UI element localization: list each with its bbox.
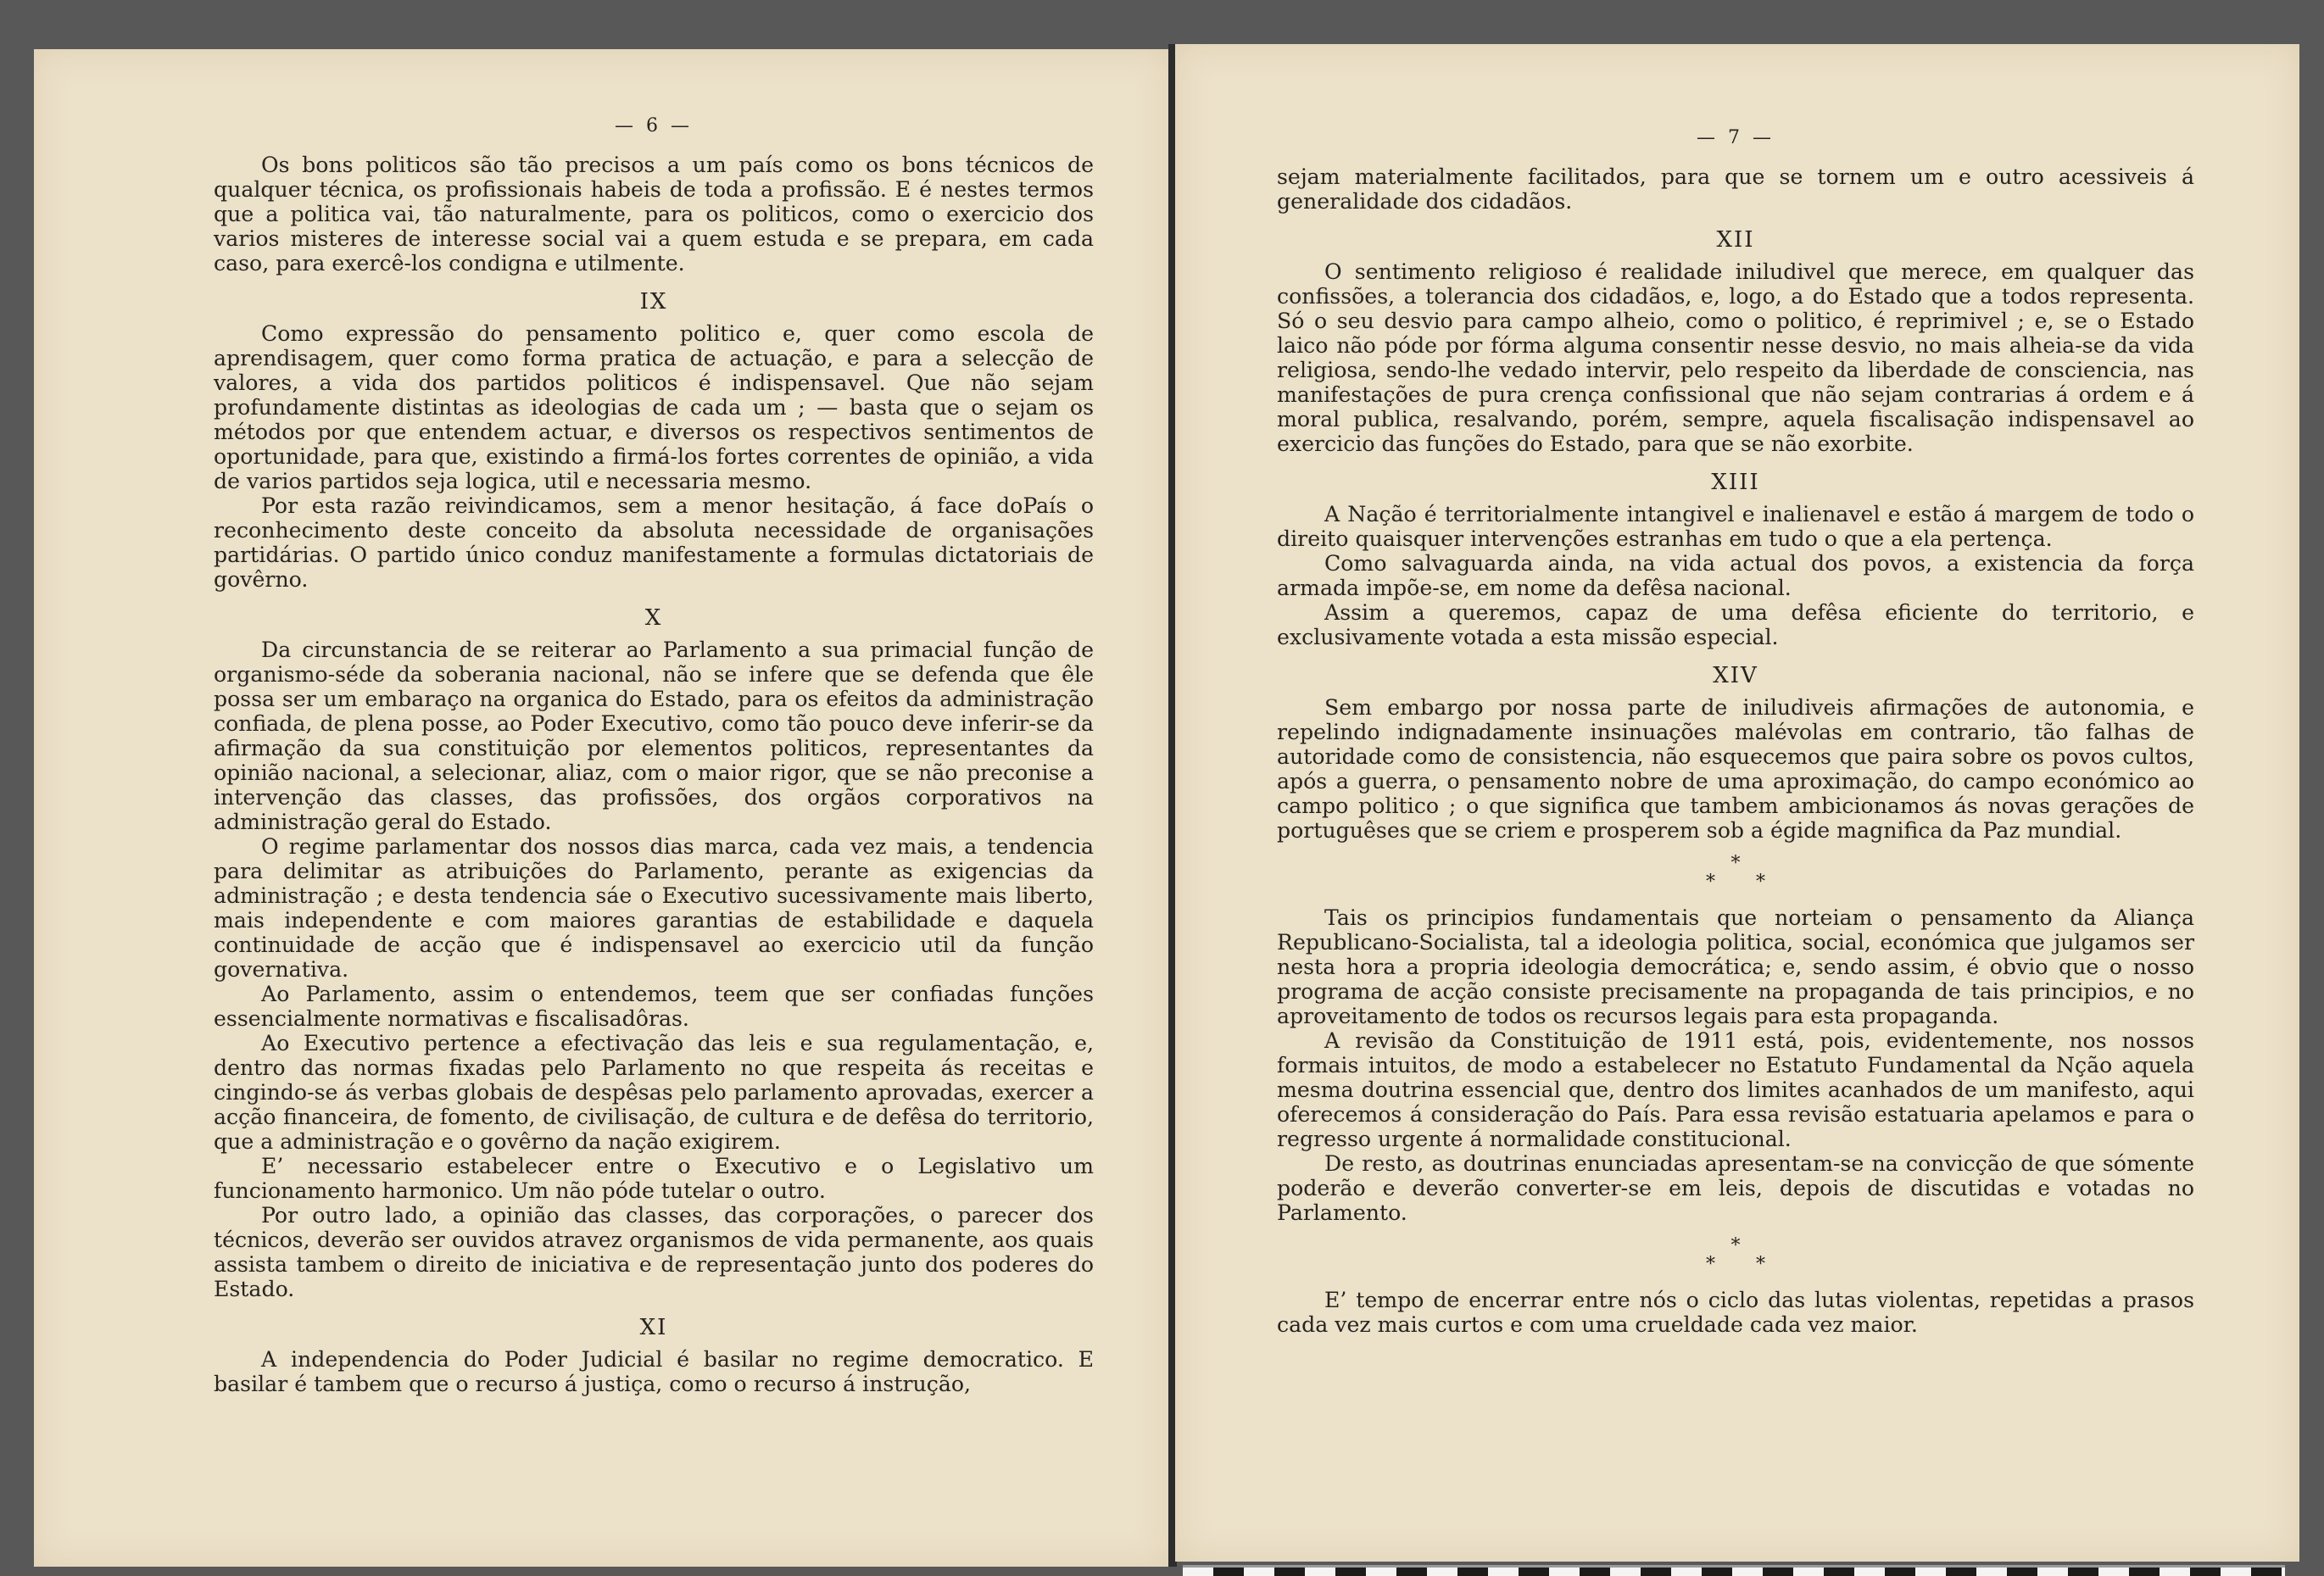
asterism (1277, 1237, 2194, 1274)
paragraph: Sem embargo por nossa parte de iniludiveis afirmações de autonomia, e repelindo indignadamente insinuações malévolas em contrario, tão falhas de autoridade como de consistencia, não esquecemos que paira sobre os povos cultos, após a guerra, o pensamento nobre de uma aproximação, do campo económico ao campo politico ; o que significa que tambem ambicionamos ás novas gerações de portuguêses que se criem e prosperem sob a égide magnifica da Paz mundial. (1277, 695, 2194, 843)
paragraph: Ao Parlamento, assim o entendemos, teem que ser confiadas funções essencialmente normativas e fiscalisadôras. (214, 982, 1094, 1031)
paragraph: O regime parlamentar dos nossos dias marca, cada vez mais, a tendencia para delimitar as atribuições do Parlamento, perante as exigencias da administração ; e desta tendencia sáe o Executivo sucessivamente mais liberto, mais independente e com maiores garantias de estabilidade e daquela continuidade de acção que é indispensavel ao exercicio util da função governativa. (214, 834, 1094, 982)
section-heading-xii: XII (1716, 227, 1755, 253)
paragraph: Da circunstancia de se reiterar ao Parlamento a sua primacial função de organismo-séde da soberania nacional, não se infere que se defenda que êle possa ser um embaraço na organica do Estado, para os efeitos da administração confiada, de plena posse, ao Poder Executivo, como tão pouco deve inferir-se da afirmação da sua constituição por elementos politicos, representantes da opinião nacional, a selecionar, aliaz, com o maior rigor, que se não preconise a intervenção das classes, das profissões, dos orgãos corporativos na administração geral do Estado. (214, 638, 1094, 834)
scan-ruler (1183, 1568, 2285, 1576)
right-page (1175, 44, 2299, 1562)
page-number: — 6 — (615, 115, 693, 136)
section-heading-x: X (644, 605, 663, 631)
section-heading-xiv: XIV (1713, 663, 1758, 688)
asterism (1277, 855, 2194, 892)
left-page (34, 49, 1170, 1567)
paragraph: O sentimento religioso é realidade iniludivel que merece, em qualquer das confissões, a tolerancia dos cidadãos, e, logo, a do Estado que a todos representa. Só o seu desvio para campo alheio, como o politico, é reprimivel ; e, se o Estado laico não póde por fórma alguma consentir nesse desvio, no mais alheia-se da vida religiosa, sendo-lhe vedado intervir, pelo respeito da liberdade de consciencia, nas manifestações de pura crença confissional que não sejam contrarias á ordem e á moral publica, resalvando, porém, sempre, aquela fiscalisação indispensavel ao exercicio das funções do Estado, para que se não exorbite. (1277, 259, 2194, 456)
asterism-bottom: ** (1706, 872, 1806, 893)
asterism-top: * (1730, 1235, 1741, 1256)
paragraph: Tais os principios fundamentais que norteiam o pensamento da Aliança Republicano-Socialista, tal a ideologia politica, social, económica que julgamos ser nesta hora a propria ideologia democrática; e, sendo assim, é obvio que o nosso programa de acção consiste precisamente na propaganda de tais principios, e no aproveitamento de todos os recursos legais para esta propaganda. (1277, 905, 2194, 1028)
left-page-text (214, 153, 1094, 1396)
paragraph: Como salvaguarda ainda, na vida actual dos povos, a existencia da força armada impõe-se, em nome da defêsa nacional. (1277, 551, 2194, 600)
left-page-content (214, 49, 1094, 1567)
asterism-bottom: ** (1706, 1254, 1806, 1275)
paragraph: Por outro lado, a opinião das classes, das corporações, o parecer dos técnicos, deverão ser ouvidos atravez organismos de vida permanente, aos quais assista tambem o direito de iniciativa e de representação junto dos poderes do Estado. (214, 1203, 1094, 1301)
right-page-text (1277, 164, 2194, 1337)
paragraph: Por esta razão reivindicamos, sem a menor hesitação, á face doPaís o reconhecimento deste conceito da absoluta necessidade de organisações partidárias. O partido único conduz manifestamente a formulas dictatoriais de govêrno. (214, 493, 1094, 592)
paragraph: A revisão da Constituição de 1911 está, pois, evidentemente, nos nossos formais intuitos, de modo a estabelecer no Estatuto Fundamental da Nção aquela mesma doutrina essencial que, dentro dos limites acanhados de um manifesto, aqui oferecemos á consideração do País. Para essa revisão estatuaria apelamos e para o regresso urgente á normalidade constitucional. (1277, 1028, 2194, 1151)
paragraph: Como expressão do pensamento politico e, quer como escola de aprendisagem, quer como forma pratica de actuação, e para a selecção de valores, a vida dos partidos politicos é indispensavel. Que não sejam profundamente distintas as ideologias de cada um ; — basta que o sejam os métodos por que entendem actuar, e diversos os respectivos sentimentos de oportunidade, para que, existindo a firmá-los fortes correntes de opinião, a vida de varios partidos seja logica, util e necessaria mesmo. (214, 321, 1094, 493)
paragraph: Assim a queremos, capaz de uma defêsa eficiente do territorio, e exclusivamente votada a esta missão especial. (1277, 600, 2194, 649)
paragraph: sejam materialmente facilitados, para que se tornem um e outro acessiveis á generalidade dos cidadãos. (1277, 164, 2194, 214)
section-heading-ix: IX (639, 289, 668, 315)
right-page-content (1277, 44, 2194, 1562)
paragraph: Ao Executivo pertence a efectivação das leis e sua regulamentação, e, dentro das normas fixadas pelo Parlamento no que respeita ás receitas e cingindo-se ás verbas globais de despêsas pelo parlamento aprovadas, exercer a acção financeira, de fomento, de civilisação, de cultura e de defêsa do territorio, que a administração e o govêrno da nação exigirem. (214, 1031, 1094, 1154)
section-heading-xiii: XIII (1711, 470, 1760, 495)
paragraph: De resto, as doutrinas enunciadas apresentam-se na convicção de que sómente poderão e deverão converter-se em leis, depois de discutidas e votadas no Parlamento. (1277, 1151, 2194, 1225)
paragraph: E’ necessario estabelecer entre o Executivo e o Legislativo um funcionamento harmonico. Um não póde tutelar o outro. (214, 1154, 1094, 1203)
asterism-top: * (1730, 853, 1741, 874)
paragraph: Os bons politicos são tão precisos a um país como os bons técnicos de qualquer técnica, os profissionais habeis de toda a profissão. E é nestes termos que a politica vai, tão naturalmente, para os politicos, como o exercicio dos varios misteres de interesse social vai a quem estuda e se prepara, em cada caso, para exercê-los condigna e utilmente. (214, 153, 1094, 276)
section-heading-xi: XI (639, 1315, 668, 1340)
paragraph: A Nação é territorialmente intangivel e inalienavel e estão á margem de todo o direito quaisquer intervenções estranhas em tudo o que a ela pertença. (1277, 502, 2194, 551)
paragraph: A independencia do Poder Judicial é basilar no regime democratico. E basilar é tambem que o recurso á justiça, como o recurso á instrução, (214, 1347, 1094, 1396)
paragraph: E’ tempo de encerrar entre nós o ciclo das lutas violentas, repetidas a prasos cada vez mais curtos e com uma crueldade cada vez maior. (1277, 1288, 2194, 1337)
page-number: — 7 — (1697, 127, 1775, 148)
